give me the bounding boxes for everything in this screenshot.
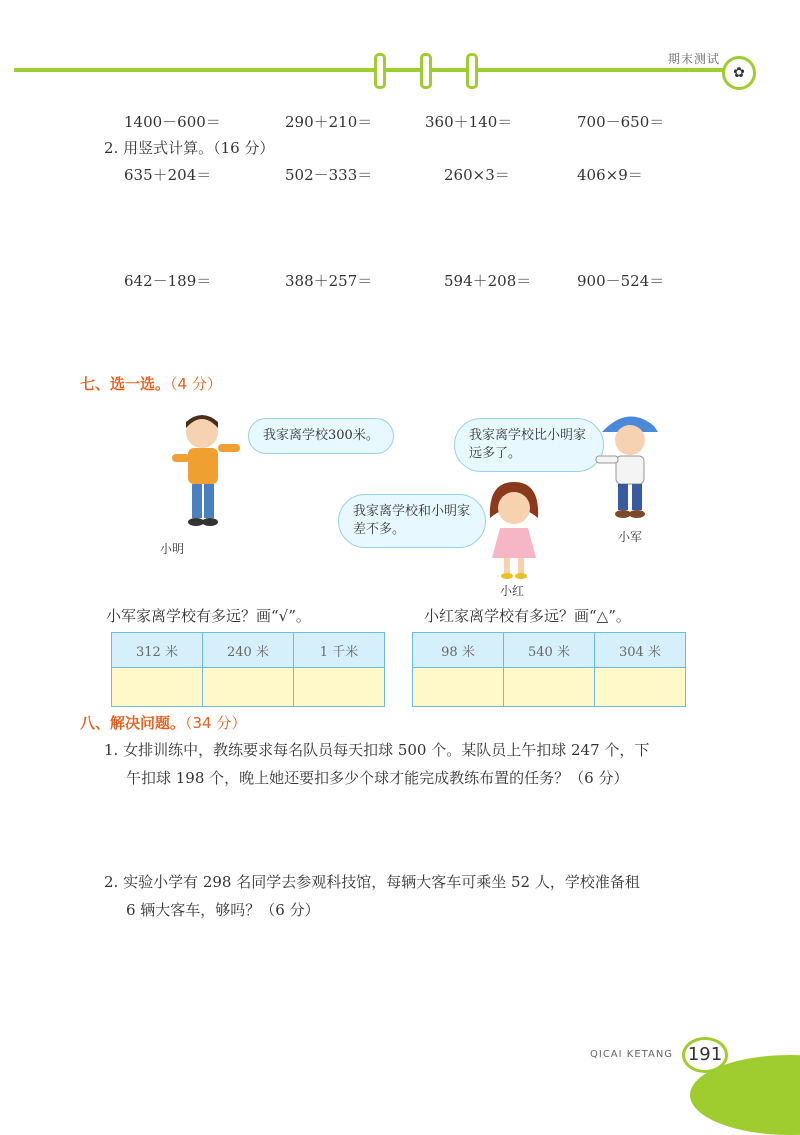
header-badge-icon: ✿ <box>722 56 756 90</box>
answer-cell[interactable] <box>112 668 203 707</box>
vertical-calc-item: 502－333＝ <box>285 166 373 184</box>
problem-2-line-2: 6 辆大客车，够吗？（6 分） <box>126 901 320 919</box>
name-label-xiaoming: 小明 <box>160 542 185 556</box>
problem-1-line-2: 午扣球 198 个，晚上她还要扣多少个球才能完成教练布置的任务？（6 分） <box>126 769 629 787</box>
section-points: （34 分） <box>185 714 247 732</box>
option-cell: 240 米 <box>203 633 294 668</box>
answer-cell[interactable] <box>595 668 686 707</box>
problem-2-line-1: 2. 实验小学有 298 名同学去参观科技馆，每辆大客车可乘坐 52 人，学校准备租 <box>104 873 640 891</box>
arith-item: 1400－600＝ <box>124 113 221 131</box>
choice-table-left <box>111 632 385 707</box>
section-points: （4 分） <box>170 375 222 393</box>
section-7-heading <box>80 373 222 394</box>
vertical-calc-item: 388＋257＝ <box>285 272 373 290</box>
footer-brand: QICAI KETANG <box>590 1049 674 1060</box>
option-cell: 540 米 <box>504 633 595 668</box>
header-rule <box>14 68 732 72</box>
vertical-calc-item: 642－189＝ <box>124 272 212 290</box>
speech-bubble-xiaoming: 我家离学校300米。 <box>248 418 394 454</box>
option-cell: 304 米 <box>595 633 686 668</box>
choice-table-right <box>412 632 686 707</box>
page-number: 191 <box>682 1037 728 1073</box>
xiaohong-illustration <box>478 478 550 582</box>
binder-clip-icon <box>420 53 432 89</box>
vertical-calc-item: 406×9＝ <box>577 166 643 184</box>
name-label-xiaojun: 小军 <box>618 530 643 544</box>
name-label-xiaohong: 小红 <box>500 584 525 598</box>
vertical-calc-item: 635＋204＝ <box>124 166 212 184</box>
arith-item: 700－650＝ <box>577 113 665 131</box>
choice-question-right: 小红家离学校有多远？画“△”。 <box>424 607 631 625</box>
answer-cell[interactable] <box>504 668 595 707</box>
section-title: 八、解决问题。 <box>80 714 186 732</box>
question-2-title: 2. 用竖式计算。（16 分） <box>104 139 275 157</box>
answer-cell[interactable] <box>413 668 504 707</box>
choice-question-left: 小军家离学校有多远？画“√”。 <box>106 607 311 625</box>
arith-item: 360＋140＝ <box>425 113 513 131</box>
problem-1-line-1: 1. 女排训练中，教练要求每名队员每天扣球 500 个。某队员上午扣球 247 个，下 <box>104 741 650 759</box>
arith-item: 290＋210＝ <box>285 113 373 131</box>
option-cell: 312 米 <box>112 633 203 668</box>
xiaoming-illustration <box>164 410 244 530</box>
binder-clip-icon <box>374 53 386 89</box>
vertical-calc-item: 594＋208＝ <box>444 272 532 290</box>
speech-bubble-xiaojun: 我家离学校比小明家远多了。 <box>454 418 604 472</box>
section-8-heading <box>80 712 246 733</box>
header-label: 期末测试 <box>668 52 721 66</box>
speech-bubble-xiaohong: 我家离学校和小明家差不多。 <box>338 494 486 548</box>
answer-cell[interactable] <box>294 668 385 707</box>
option-cell: 1 千米 <box>294 633 385 668</box>
section-title: 七、选一选。 <box>80 375 171 393</box>
option-cell: 98 米 <box>413 633 504 668</box>
vertical-calc-item: 260×3＝ <box>444 166 510 184</box>
answer-cell[interactable] <box>203 668 294 707</box>
xiaojun-illustration <box>592 404 668 520</box>
vertical-calc-item: 900－524＝ <box>577 272 665 290</box>
binder-clip-icon <box>466 53 478 89</box>
